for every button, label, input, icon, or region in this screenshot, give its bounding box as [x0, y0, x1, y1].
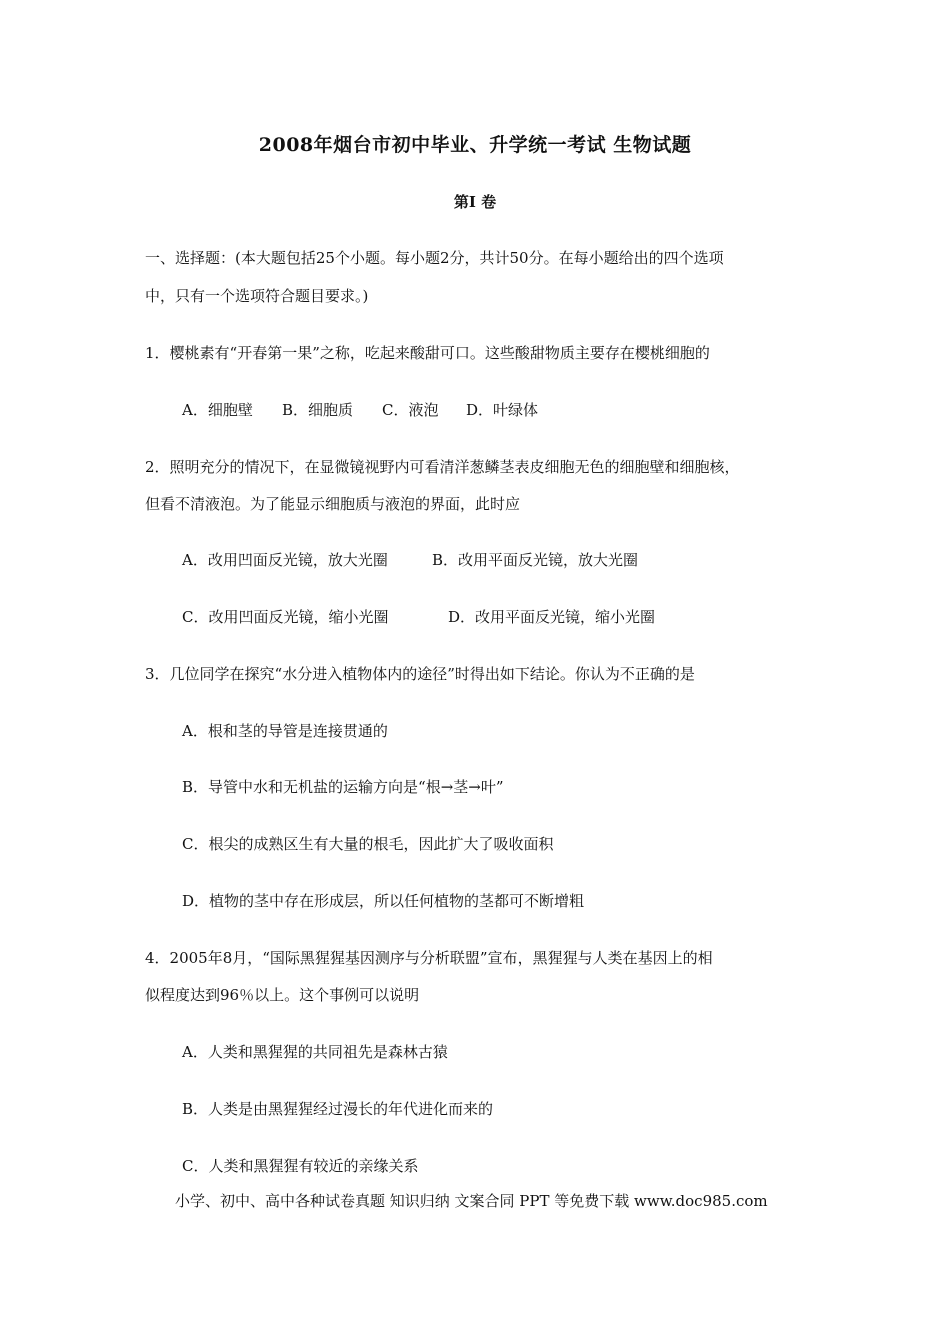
- q1-option-a: A．细胞壁: [182, 401, 253, 419]
- question-4-stem-line-1: 4．2005年8月，“国际黑猩猩基因测序与分析联盟”宣布，黑猩猩与人类在基因上的相: [145, 949, 713, 967]
- q3-option-c: C．根尖的成熟区生有大量的根毛，因此扩大了吸收面积: [182, 835, 554, 853]
- question-1-stem: 1．樱桃素有“开春第一果”之称，吃起来酸甜可口。这些酸甜物质主要存在樱桃细胞的: [145, 344, 710, 362]
- q1-option-d: D．叶绿体: [466, 401, 539, 419]
- question-2-stem-line-1: 2．照明充分的情况下，在显微镜视野内可看清洋葱鳞茎表皮细胞无色的细胞壁和细胞核，: [145, 458, 740, 476]
- page-footer: 小学、初中、高中各种试卷真题 知识归纳 文案合同 PPT 等免费下载 www.doc985.com: [175, 1192, 768, 1210]
- volume-heading: 第Ⅰ 卷: [453, 193, 497, 211]
- q2-option-b: B．改用平面反光镜，放大光圈: [432, 551, 639, 569]
- question-2-options-row-1: [182, 550, 638, 570]
- question-3-stem: 3．几位同学在探究“水分进入植物体内的途径”时得出如下结论。你认为不正确的是: [145, 665, 695, 683]
- document-title: 2008年烟台市初中毕业、升学统一考试 生物试题: [258, 134, 692, 156]
- q3-option-d: D．植物的茎中存在形成层，所以任何植物的茎都可不断增粗: [182, 892, 585, 910]
- q2-option-d: D．改用平面反光镜，缩小光圈: [448, 608, 656, 626]
- q3-option-b: B．导管中水和无机盐的运输方向是“根→茎→叶”: [182, 778, 504, 796]
- q2-option-a: A．改用凹面反光镜，放大光圈: [182, 551, 388, 569]
- question-1-options: [182, 400, 538, 420]
- q1-option-c: C．液泡: [382, 401, 439, 419]
- q4-option-a: A．人类和黑猩猩的共同祖先是森林古猿: [182, 1043, 448, 1061]
- question-2-stem-line-2: 但看不清液泡。为了能显示细胞质与液泡的界面，此时应: [145, 495, 521, 513]
- q1-option-b: B．细胞质: [282, 401, 354, 419]
- question-4-stem-line-2: 似程度达到96％以上。这个事例可以说明: [145, 986, 420, 1004]
- section-intro-line-2: 中，只有一个选项符合题目要求。): [145, 287, 369, 305]
- q4-option-c: C．人类和黑猩猩有较近的亲缘关系: [182, 1157, 419, 1175]
- q3-option-a: A．根和茎的导管是连接贯通的: [182, 722, 388, 740]
- question-2-options-row-2: [182, 607, 655, 627]
- section-intro-line-1: 一、选择题：(本大题包括25个小题。每小题2分，共计50分。在每小题给出的四个选项: [145, 249, 724, 267]
- q4-option-b: B．人类是由黑猩猩经过漫长的年代进化而来的: [182, 1100, 494, 1118]
- q2-option-c: C．改用凹面反光镜，缩小光圈: [182, 608, 389, 626]
